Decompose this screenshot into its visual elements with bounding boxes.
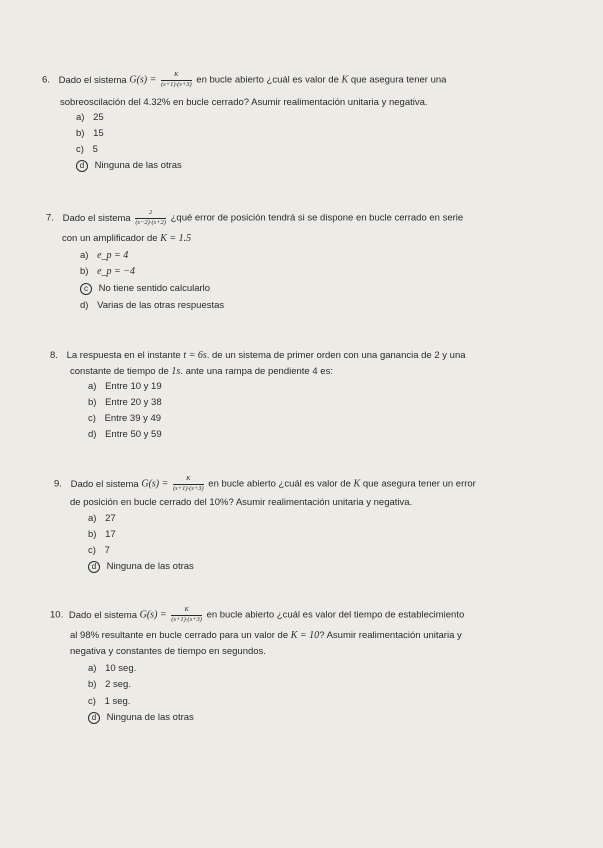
option-b[interactable] bbox=[80, 266, 135, 277]
option-text: Entre 20 y 38 bbox=[105, 397, 162, 408]
question-10-line-3: negativa y constantes de tiempo en segundos. bbox=[70, 646, 266, 657]
transfer-function-fraction bbox=[161, 72, 192, 88]
fraction-numerator: K bbox=[171, 607, 202, 616]
question-text: en bucle abierto ¿cuál es valor de bbox=[196, 74, 339, 86]
fraction-denominator: (s+1)·(s+3) bbox=[161, 80, 192, 88]
option-text: 10 seg. bbox=[105, 663, 137, 674]
option-letter: a) bbox=[80, 250, 89, 261]
option-b[interactable] bbox=[88, 397, 162, 408]
option-text: Ninguna de las otras bbox=[106, 561, 194, 572]
question-text: con un amplificador de bbox=[62, 233, 158, 244]
option-b[interactable] bbox=[76, 128, 104, 139]
fraction-numerator: K bbox=[173, 476, 204, 485]
question-number: 6. bbox=[42, 74, 50, 86]
option-letter: c) bbox=[88, 545, 96, 556]
selected-circle-icon: d bbox=[88, 712, 100, 724]
question-8-line-1 bbox=[50, 350, 466, 361]
option-text: Ninguna de las otras bbox=[94, 160, 182, 171]
option-letter: c) bbox=[88, 413, 96, 424]
option-text: Ninguna de las otras bbox=[106, 712, 194, 723]
variable: K bbox=[353, 478, 361, 490]
selected-circle-icon: d bbox=[88, 561, 100, 573]
option-text: 5 bbox=[92, 144, 98, 155]
option-letter: c) bbox=[76, 144, 84, 155]
equation: K = 10 bbox=[290, 630, 320, 641]
question-9-line-1 bbox=[54, 476, 476, 492]
transfer-function-fraction bbox=[173, 476, 204, 492]
option-letter: b) bbox=[76, 128, 85, 139]
equation: 1s bbox=[171, 366, 181, 377]
option-letter: b) bbox=[88, 529, 97, 540]
question-10-line-2 bbox=[70, 630, 462, 641]
variable: K bbox=[341, 74, 349, 86]
option-d[interactable] bbox=[88, 429, 162, 440]
option-d-selected[interactable] bbox=[76, 160, 182, 172]
question-8-line-2 bbox=[70, 366, 333, 377]
question-10-line-1 bbox=[50, 607, 464, 623]
option-letter: b) bbox=[88, 679, 97, 690]
question-text: ? Asumir realimentación unitaria y bbox=[319, 630, 462, 641]
option-a[interactable] bbox=[88, 663, 136, 674]
question-text: constante de tiempo de bbox=[70, 366, 169, 377]
selected-circle-icon: d bbox=[76, 160, 88, 172]
question-text: . ante una rampa de pendiente 4 es: bbox=[180, 366, 333, 377]
question-number: 10. bbox=[50, 609, 64, 621]
question-6-line-1 bbox=[42, 72, 446, 88]
option-letter: d) bbox=[80, 300, 89, 311]
option-text: 1 seg. bbox=[104, 696, 131, 707]
option-letter: a) bbox=[88, 513, 97, 524]
question-9-line-2: de posición en bucle cerrado del 10%? Asumir realimentación unitaria y negativa. bbox=[70, 497, 413, 508]
question-number: 9. bbox=[54, 478, 62, 490]
option-text: Entre 50 y 59 bbox=[105, 429, 162, 440]
option-c[interactable] bbox=[88, 696, 130, 707]
question-text: en bucle abierto ¿cuál es valor del tiempo de establecimiento bbox=[206, 609, 465, 621]
option-d-selected[interactable] bbox=[88, 561, 194, 573]
option-c[interactable] bbox=[88, 413, 161, 424]
question-7-line-2 bbox=[62, 233, 191, 244]
option-letter: b) bbox=[88, 397, 97, 408]
question-text: La respuesta en el instante bbox=[66, 350, 181, 361]
option-text: 17 bbox=[105, 529, 116, 540]
question-7-line-1 bbox=[46, 210, 463, 226]
option-text: 25 bbox=[93, 112, 104, 123]
option-b[interactable] bbox=[88, 529, 116, 540]
question-text: en bucle abierto ¿cuál es valor de bbox=[208, 478, 351, 490]
option-letter: c) bbox=[88, 696, 96, 707]
option-text: e_p = 4 bbox=[97, 250, 129, 261]
fraction-numerator: K bbox=[161, 72, 192, 81]
equation-lhs: G(s) = bbox=[129, 74, 157, 86]
option-a[interactable] bbox=[88, 381, 162, 392]
transfer-function-fraction bbox=[171, 607, 202, 623]
question-number: 8. bbox=[50, 350, 58, 361]
question-text: Dado el sistema bbox=[62, 212, 131, 224]
option-text: No tiene sentido calcularlo bbox=[98, 283, 211, 294]
fraction-numerator: 2 bbox=[135, 210, 166, 219]
option-d-selected[interactable] bbox=[88, 712, 194, 724]
question-text: que asegura tener una bbox=[350, 74, 447, 86]
option-text: Entre 10 y 19 bbox=[105, 381, 162, 392]
question-text: ¿qué error de posición tendrá si se dispone en bucle cerrado en serie bbox=[170, 212, 464, 224]
fraction-denominator: (s−2)·(s+2) bbox=[135, 218, 166, 226]
option-letter: a) bbox=[76, 112, 85, 123]
fraction-denominator: (s+1)·(s+3) bbox=[173, 484, 204, 492]
question-text: que asegura tener un error bbox=[362, 478, 476, 490]
option-a[interactable] bbox=[88, 513, 116, 524]
question-text: Dado el sistema bbox=[68, 609, 137, 621]
transfer-function-fraction bbox=[135, 210, 166, 226]
option-c[interactable] bbox=[88, 545, 110, 556]
selected-circle-icon: c bbox=[80, 283, 92, 295]
option-letter: b) bbox=[80, 266, 89, 277]
option-letter: d) bbox=[88, 429, 97, 440]
option-c-selected[interactable] bbox=[80, 283, 210, 295]
question-text: al 98% resultante en bucle cerrado para un valor de bbox=[70, 630, 289, 641]
question-text: Dado el sistema bbox=[70, 478, 139, 490]
equation: K = 1.5 bbox=[160, 233, 192, 244]
question-text: . de un sistema de primer orden con una ganancia de 2 y una bbox=[206, 350, 466, 361]
option-d[interactable] bbox=[80, 300, 224, 311]
fraction-denominator: (s+1)·(s+3) bbox=[171, 615, 202, 623]
option-b[interactable] bbox=[88, 679, 131, 690]
equation-lhs: G(s) = bbox=[139, 609, 167, 621]
option-letter: a) bbox=[88, 663, 97, 674]
equation: t = 6s bbox=[183, 350, 207, 361]
option-text: 27 bbox=[105, 513, 116, 524]
option-text: Entre 39 y 49 bbox=[104, 413, 162, 424]
option-text: 2 seg. bbox=[105, 679, 131, 690]
option-text: Varias de las otras respuestas bbox=[97, 300, 225, 311]
option-letter: a) bbox=[88, 381, 97, 392]
question-number: 7. bbox=[46, 212, 54, 224]
option-c[interactable] bbox=[76, 144, 98, 155]
option-a[interactable] bbox=[80, 250, 128, 261]
question-6-line-2: sobreoscilación del 4.32% en bucle cerrado? Asumir realimentación unitaria y negativa. bbox=[60, 97, 428, 108]
option-text: e_p = −4 bbox=[97, 266, 136, 277]
question-text: Dado el sistema bbox=[58, 74, 127, 86]
equation-lhs: G(s) = bbox=[141, 478, 169, 490]
option-text: 7 bbox=[104, 545, 110, 556]
option-a[interactable] bbox=[76, 112, 104, 123]
option-text: 15 bbox=[93, 128, 104, 139]
